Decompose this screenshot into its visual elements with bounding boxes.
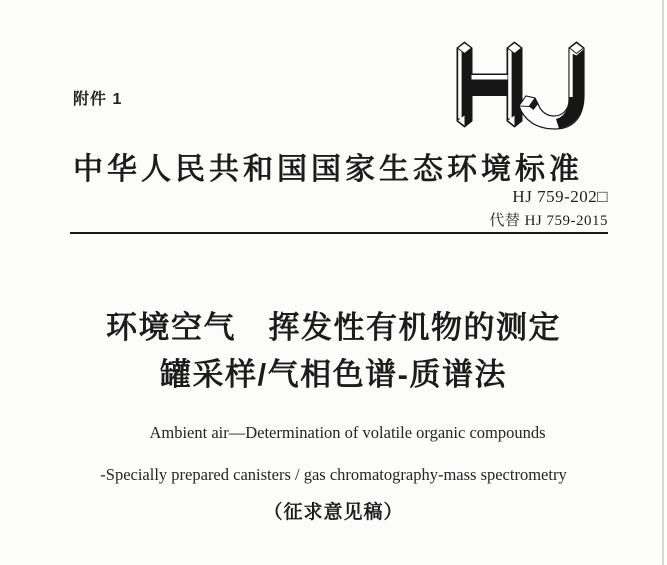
document-title-cn xyxy=(0,312,667,390)
replaces-note: 代替 HJ 759-2015 xyxy=(489,213,608,229)
title-cn-line1: 环境空气 挥发性有机物的测定 xyxy=(106,310,561,345)
title-en-line2: -Specially prepared canisters / gas chromatography-mass spectrometry xyxy=(100,465,567,484)
header-divider xyxy=(70,232,608,234)
title-cn-line2: 罐采样/气相色谱-质谱法 xyxy=(160,357,507,392)
hj-logo-icon xyxy=(455,40,587,132)
hj-logo-text xyxy=(0,0,1,1)
title-en-line1: Ambient air—Determination of volatile organic compounds xyxy=(149,423,546,442)
standard-number: HJ 759-202□ xyxy=(512,187,608,206)
standard-name-heading: 中华人民共和国国家生态环境标准 xyxy=(73,153,583,186)
draft-note: （征求意见稿） xyxy=(263,502,404,523)
attachment-label: 附件 1 xyxy=(73,91,123,108)
